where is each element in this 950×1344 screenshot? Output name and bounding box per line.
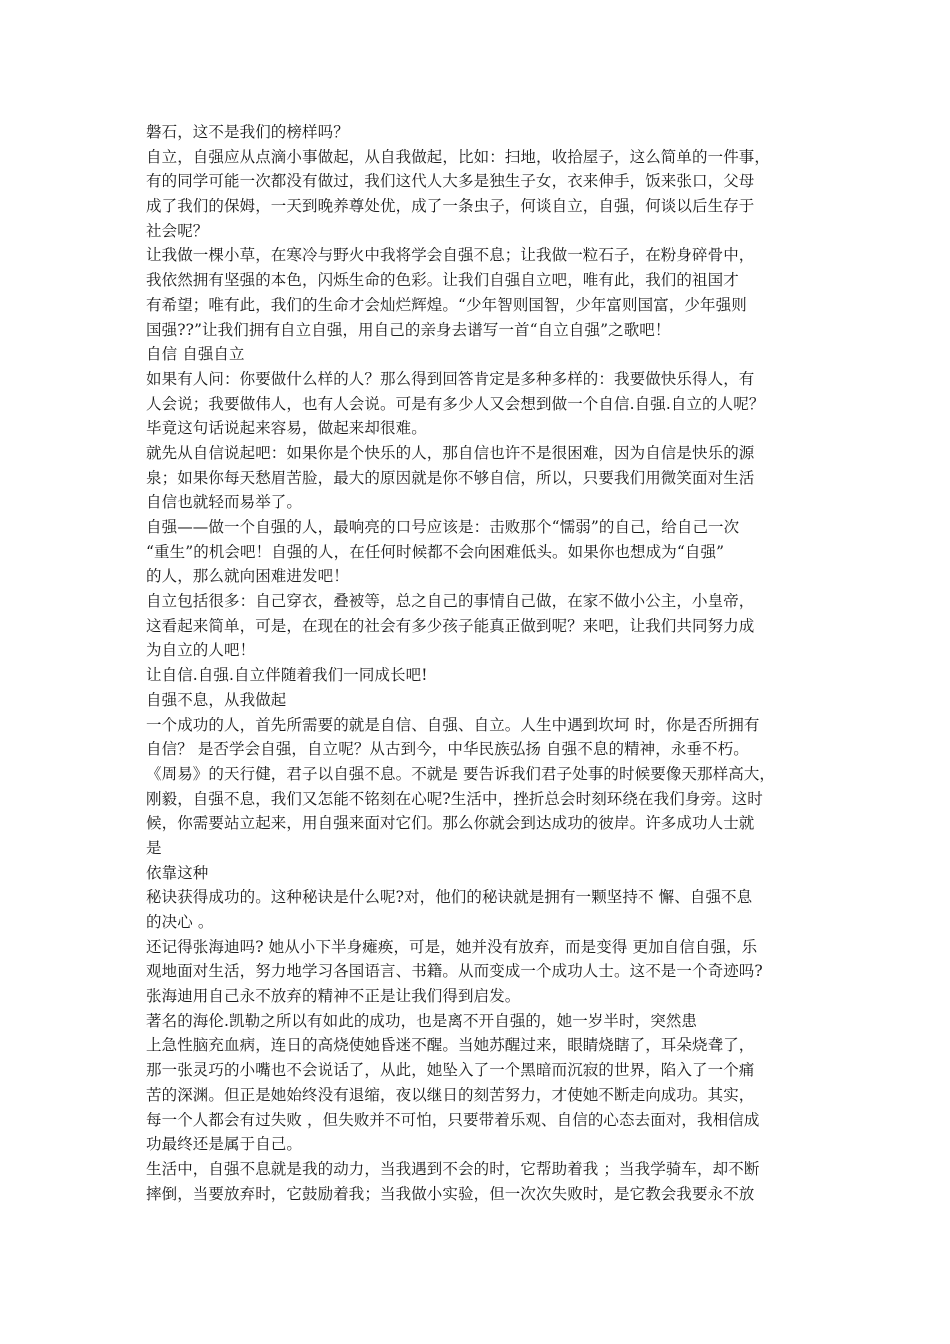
- text-line: 观地面对生活，努力地学习各国语言、书籍。从而变成一个成功人士。这不是一个奇迹吗?: [146, 962, 763, 981]
- text-line: 自强不息，从我做起: [146, 690, 287, 709]
- text-line: 泉；如果你每天愁眉苦脸，最大的原因就是你不够自信，所以，只要我们用微笑面对生活: [146, 468, 755, 487]
- text-line: 让我做一棵小草，在寒冷与野火中我将学会自强不息；让我做一粒石子，在粉身碎骨中，: [146, 246, 755, 265]
- text-line: 苦的深渊。但正是她始终没有退缩，夜以继日的刻苦努力，才使她不断走向成功。其实，: [146, 1085, 755, 1104]
- text-line: 自立，自强应从点滴小事做起，从自我做起，比如：扫地，收拾屋子，这么简单的一件事，: [146, 147, 771, 166]
- text-line: 人会说；我要做伟人，也有人会说。可是有多少人又会想到做一个自信.自强.自立的人呢？: [146, 394, 765, 413]
- text-line: 是: [146, 838, 162, 857]
- text-line: 成了我们的保姆，一天到晚养尊处优，成了一条虫子，何谈自立，自强，何谈以后生存于: [146, 197, 755, 216]
- text-line: 自信？ 是否学会自强，自立呢？从古到今，中华民族弘扬 自强不息的精神，永垂不朽。: [146, 740, 749, 759]
- text-line: 张海迪用自己永不放弃的精神不正是让我们得到启发。: [146, 987, 521, 1006]
- text-line: 就先从自信说起吧：如果你是个快乐的人，那自信也许不是很困难，因为自信是快乐的源: [146, 443, 755, 462]
- text-line: 刚毅，自强不息，我们又怎能不铭刻在心呢?生活中，挫折总会时刻环绕在我们身旁。这时: [146, 789, 763, 808]
- text-line: 摔倒，当要放弃时，它鼓励着我；当我做小实验，但一次次失败时，是它教会我要永不放: [146, 1184, 755, 1203]
- text-line: 一个成功的人，首先所需要的就是自信、自强、自立。人生中遇到坎坷 时，你是否所拥有: [146, 715, 760, 734]
- text-line: 候，你需要站立起来，用自强来面对它们。那么你就会到达成功的彼岸。许多成功人士就: [146, 814, 755, 833]
- text-line: 让自信.自强.自立伴随着我们一同成长吧!: [146, 666, 428, 685]
- text-line: 这看起来简单，可是，在现在的社会有多少孩子能真正做到呢？来吧，让我们共同努力成: [146, 616, 755, 635]
- text-line: 自信 自强自立: [146, 345, 245, 364]
- document-body: [146, 120, 814, 1206]
- text-line: “重生”的机会吧！自强的人，在任何时候都不会向困难低头。如果你也想成为“自强”: [146, 542, 725, 561]
- text-line: 的人，那么就向困难进发吧！: [146, 567, 349, 586]
- text-line: 功最终还是属于自己。: [146, 1135, 303, 1154]
- text-line: 生活中，自强不息就是我的动力，当我遇到不会的时，它帮助着我 ；当我学骑车，却不断: [146, 1159, 760, 1178]
- text-line: 为自立的人吧！: [146, 641, 256, 660]
- text-line: 自强——做一个自强的人，最响亮的口号应该是：击败那个“懦弱”的自己，给自己一次: [146, 518, 740, 536]
- text-line: 每一个人都会有过失败 ，但失败并不可怕，只要带着乐观、自信的心态去面对，我相信成: [146, 1110, 760, 1129]
- text-line: 我依然拥有坚强的本色，闪烁生命的色彩。让我们自强自立吧，唯有此，我们的祖国才: [146, 271, 739, 290]
- text-line: 有的同学可能一次都没有做过，我们这代人大多是独生子女，衣来伸手，饭来张口，父母: [146, 172, 755, 191]
- text-line: 上急性脑充血病，连日的高烧使她昏迷不醒。当她苏醒过来，眼睛烧瞎了，耳朵烧聋了，: [146, 1036, 755, 1055]
- text-line: 秘诀获得成功的。这种秘诀是什么呢?对，他们的秘诀就是拥有一颗坚持不 懈、自强不息: [146, 888, 753, 907]
- text-line: 磐石，这不是我们的榜样吗？: [146, 123, 349, 141]
- text-line: 还记得张海迪吗? 她从小下半身瘫痪，可是，她并没有放弃，而是变得 更加自信自强，乐: [146, 937, 758, 956]
- text-line: 的决心 。: [146, 913, 214, 931]
- text-line: 国强??”让我们拥有自立自强，用自己的亲身去谱写一首“自立自强”之歌吧！: [146, 320, 671, 339]
- text-line: 自立包括很多：自己穿衣，叠被等，总之自己的事情自己做，在家不做小公主，小皇帝，: [146, 592, 755, 611]
- text-line: 有希望；唯有此，我们的生命才会灿烂辉煌。“少年智则国智，少年富则国富，少年强则: [146, 295, 747, 314]
- text-line: 社会呢？: [146, 221, 209, 240]
- text-line: 那一张灵巧的小嘴也不会说话了，从此，她坠入了一个黑暗而沉寂的世界，陷入了一个痛: [146, 1061, 755, 1080]
- text-line: 毕竟这句话说起来容易，做起来却很难。: [146, 419, 427, 438]
- text-line: 《周易》的天行健，君子以自强不息。不就是 要告诉我们君子处事的时候要像天那样高大，: [146, 764, 776, 783]
- text-line: 依靠这种: [146, 863, 209, 882]
- text-line: 自信也就轻而易举了。: [146, 493, 303, 512]
- text-line: 如果有人问：你要做什么样的人？那么得到回答肯定是多种多样的：我要做快乐得人，有: [146, 369, 755, 388]
- text-line: 著名的海伦.凯勒之所以有如此的成功，也是离不开自强的，她一岁半时，突然患: [146, 1011, 698, 1030]
